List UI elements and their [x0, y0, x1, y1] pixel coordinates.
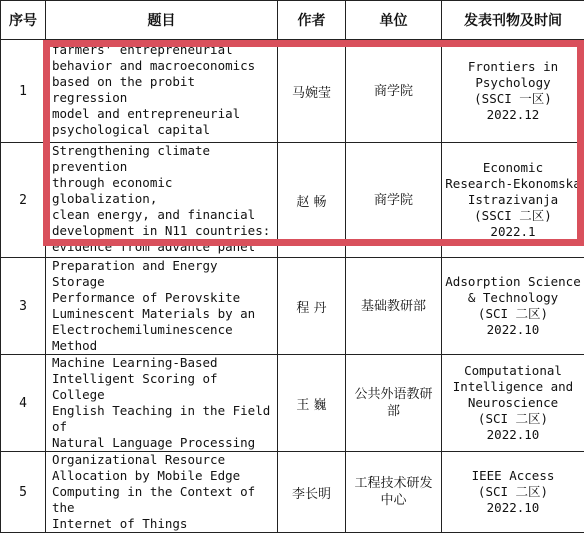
row-unit: 公共外语教研部: [346, 355, 442, 452]
row-publication: Frontiers in Psychology (SSCI 一区) 2022.12: [442, 40, 584, 143]
header-row: [1, 1, 584, 40]
row-publication: Adsorption Science & Technology (SCI 二区) 2022.10: [442, 258, 584, 355]
row-author: 程 丹: [278, 258, 346, 355]
row-unit: 商学院: [346, 40, 442, 143]
table-row: [1, 40, 584, 143]
row-unit: 工程技术研发中心: [346, 452, 442, 533]
row-index: 2: [1, 143, 46, 258]
row-publication: Economic Research-Ekonomska Istrazivanja (SSCI 二区) 2022.1: [442, 143, 584, 258]
table-row: [1, 143, 584, 258]
header-publication: 发表刊物及时间: [442, 1, 584, 40]
row-unit: 基础教研部: [346, 258, 442, 355]
table-row: [1, 355, 584, 452]
row-title: [46, 40, 278, 143]
row-author: 李长明: [278, 452, 346, 533]
row-title-text: farmers' entrepreneurial behavior and macroeconomics based on the probit regression model and entrepreneurial psychological capital: [52, 40, 277, 139]
row-title-text: Strengthening climate prevention through economic globalization, clean energy, and financial development in N11 countries: evidence from advance panel: [52, 143, 277, 258]
row-title: Preparation and Energy Storage Performance of Perovskite Luminescent Materials by an Electrochemiluminescence Method: [46, 258, 278, 355]
row-publication: IEEE Access (SCI 二区) 2022.10: [442, 452, 584, 533]
row-title: Organizational Resource Allocation by Mobile Edge Computing in the Context of the Internet of Things: [46, 452, 278, 533]
table-row: [1, 452, 584, 533]
table-row: [1, 258, 584, 355]
row-title: [46, 143, 278, 258]
row-index: 1: [1, 40, 46, 143]
header-index: 序号: [1, 1, 46, 40]
row-index: 3: [1, 258, 46, 355]
row-index: 5: [1, 452, 46, 533]
row-index: 4: [1, 355, 46, 452]
row-author: 王 巍: [278, 355, 346, 452]
row-title: Machine Learning-Based Intelligent Scoring of College English Teaching in the Field of Natural Language Processing: [46, 355, 278, 452]
header-unit: 单位: [346, 1, 442, 40]
row-publication: Computational Intelligence and Neuroscience (SCI 二区) 2022.10: [442, 355, 584, 452]
row-unit: 商学院: [346, 143, 442, 258]
row-author: 马婉莹: [278, 40, 346, 143]
row-author: 赵 畅: [278, 143, 346, 258]
header-author: 作者: [278, 1, 346, 40]
header-title: 题目: [46, 1, 278, 40]
